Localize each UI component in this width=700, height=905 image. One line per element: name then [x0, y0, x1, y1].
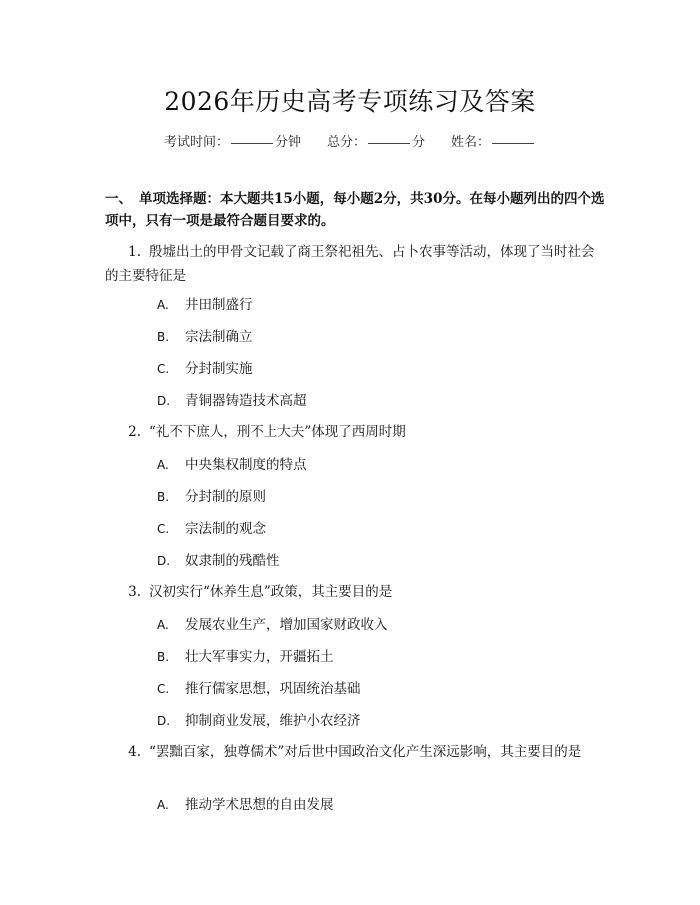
option-text: 壮大军事实力，开疆拓土 [185, 649, 334, 665]
option-letter: C. [157, 522, 170, 536]
option-text: 井田制盛行 [185, 297, 253, 313]
question-3-option-d [157, 711, 361, 731]
question-number: 1. [128, 244, 141, 260]
option-letter: D. [157, 714, 171, 728]
option-letter: A. [157, 458, 169, 472]
option-letter: A. [157, 798, 169, 812]
question-stem: “礼不下庶人，刑不上大夫”体现了西周时期 [149, 424, 406, 440]
option-text: 分封制的原则 [185, 489, 266, 505]
question-3-option-a [157, 615, 388, 635]
option-letter: B. [157, 650, 170, 664]
option-letter: A. [157, 618, 169, 632]
section-instructions: 单项选择题：本大题共15小题，每小题2分，共30分。在每小题列出的四个选项中，只有一项是最符合题目要求的。 [105, 191, 605, 229]
exam-time-unit: 分钟 [274, 135, 301, 150]
question-stem: 汉初实行“休养生息”政策，其主要目的是 [149, 584, 393, 600]
option-text: 青铜器铸造技术高超 [185, 393, 307, 409]
name-field [451, 131, 536, 150]
question-1-option-c [157, 359, 253, 379]
question-3-option-b [157, 647, 334, 667]
name-label: 姓名： [451, 135, 491, 150]
question-3-option-c [157, 679, 361, 699]
exam-time-label: 考试时间： [163, 135, 229, 150]
document-title: 2026年历史高考专项练习及答案 [164, 87, 536, 116]
option-text: 推动学术思想的自由发展 [185, 797, 334, 813]
question-1-option-d [157, 391, 307, 411]
option-letter: A. [157, 298, 169, 312]
option-text: 宗法制确立 [185, 329, 253, 345]
option-letter: B. [157, 330, 170, 344]
question-stem: 殷墟出土的甲骨文记载了商王祭祀祖先、占卜农事等活动，体现了当时社会的主要特征是 [105, 244, 595, 284]
section-number: 一、 [105, 191, 132, 207]
question-4-option-a [157, 795, 334, 815]
option-text: 奴隶制的残酷性 [185, 553, 280, 569]
total-score-unit: 分 [412, 135, 426, 150]
section-heading [105, 188, 605, 232]
question-1-option-b [157, 327, 253, 347]
option-text: 宗法制的观念 [185, 521, 266, 537]
total-score-label: 总分： [326, 135, 366, 150]
question-number: 4. [128, 744, 141, 760]
question-3 [105, 580, 600, 604]
question-2-option-d [157, 551, 280, 571]
option-text: 分封制实施 [185, 361, 253, 377]
option-letter: D. [157, 554, 171, 568]
option-text: 发展农业生产，增加国家财政收入 [185, 617, 388, 633]
question-stem: “罢黜百家，独尊儒术”对后世中国政治文化产生深远影响，其主要目的是 [149, 744, 582, 760]
exam-info-line [0, 131, 700, 150]
exam-time-field [164, 131, 301, 150]
option-letter: D. [157, 394, 171, 408]
option-letter: C. [157, 682, 170, 696]
exam-time-blank [231, 143, 273, 144]
option-letter: B. [157, 490, 170, 504]
question-1-option-a [157, 295, 253, 315]
option-text: 中央集权制度的特点 [185, 457, 307, 473]
question-2-option-c [157, 519, 266, 539]
option-text: 推行儒家思想，巩固统治基础 [185, 681, 361, 697]
question-4 [105, 740, 600, 764]
option-letter: C. [157, 362, 170, 376]
question-2-option-a [157, 455, 307, 475]
total-score-blank [368, 143, 410, 144]
question-1 [105, 240, 600, 288]
question-2-option-b [157, 487, 266, 507]
option-text: 抑制商业发展，维护小农经济 [185, 713, 361, 729]
question-2 [105, 420, 600, 444]
question-number: 3. [128, 584, 141, 600]
total-score-field [327, 131, 425, 150]
question-number: 2. [128, 424, 141, 440]
name-blank [492, 143, 534, 144]
